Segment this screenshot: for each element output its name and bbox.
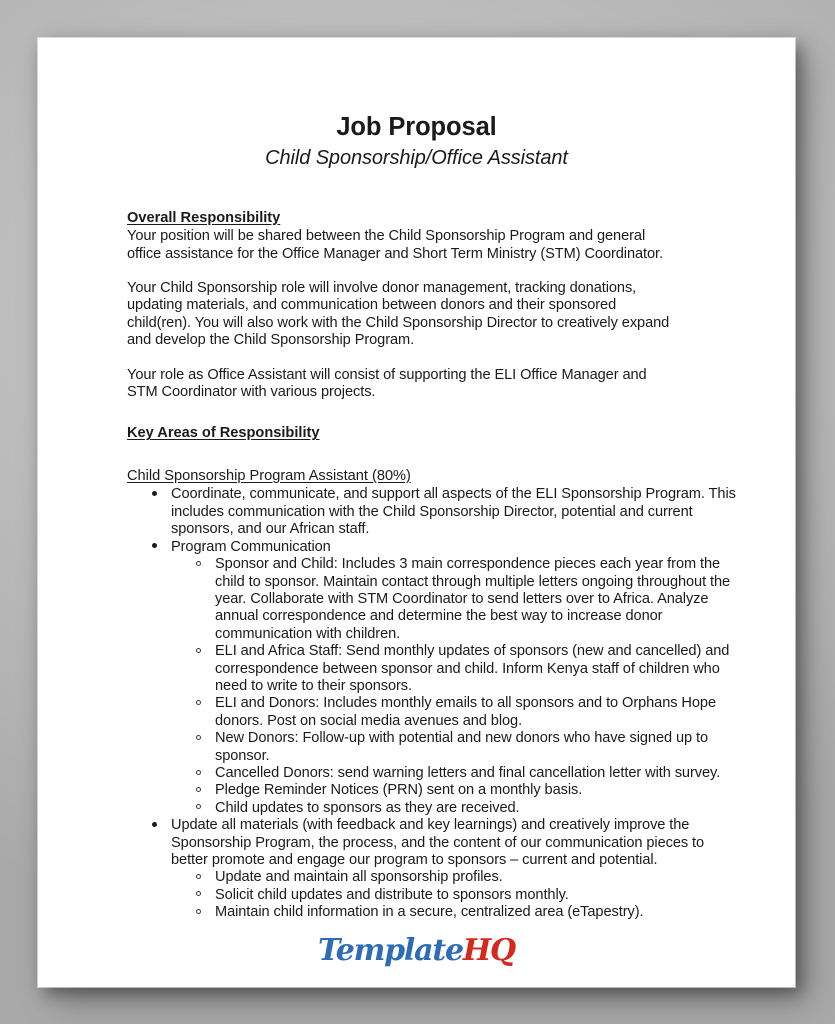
bullet-circle-icon	[196, 556, 201, 573]
templatehq-logo	[318, 933, 515, 968]
list-item-text: Cancelled Donors: send warning letters and final cancellation letter with survey.	[215, 764, 721, 781]
bullet-disc-icon	[152, 486, 157, 503]
paragraph-overall-3: Your role as Office Assistant will consist of supporting the ELI Office Manager and STM Coordinator with various projects.	[127, 366, 647, 400]
document-body	[38, 38, 795, 987]
bullet-disc-icon	[152, 539, 157, 556]
page-title: Job Proposal	[336, 113, 497, 141]
list-item-text: Sponsor and Child: Includes 3 main correspondence pieces each year from the child to sponsor. Maintain contact through multiple letters ongoing throughout the year. Collaborate with STM Coordinator to send letters over to Africa. Analyze annual correspondence and determine the best way to increase donor communication with children.	[215, 556, 731, 642]
spacer	[127, 401, 739, 418]
list-item	[127, 869, 739, 886]
list-item	[127, 643, 739, 695]
program-communication-sublist	[127, 556, 739, 817]
list-item	[127, 486, 736, 538]
list-item-text: Solicit child updates and distribute to sponsors monthly.	[215, 886, 569, 903]
bullet-circle-icon	[196, 782, 201, 799]
bullet-circle-icon	[196, 643, 201, 660]
list-item	[127, 695, 739, 730]
logo-text-hq: HQ	[462, 933, 515, 968]
title-block	[127, 113, 739, 170]
list-item-text: Child updates to sponsors as they are received.	[215, 799, 520, 816]
spacer	[127, 444, 739, 461]
list-item-text: Update all materials (with feedback and key learnings) and creatively improve the Sponsorship Program, the process, and the content of our communication pieces to better promote and engage our program to sponsors – current and potential.	[171, 817, 705, 868]
list-item	[127, 887, 739, 904]
spacer	[127, 170, 739, 192]
list-item-text: ELI and Africa Staff: Send monthly updates of sponsors (new and cancelled) and correspondence between sponsor and child. Inform Kenya staff of children who need to write to their sponsors.	[215, 643, 730, 694]
document-page	[38, 38, 795, 987]
spacer	[127, 350, 739, 367]
paragraph-overall-1: Your position will be shared between the Child Sponsorship Program and general office assistance for the Office Manager and Short Term Ministry (STM) Coordinator.	[127, 228, 663, 262]
list-item	[127, 817, 736, 869]
paragraph-overall-2: Your Child Sponsorship role will involve donor management, tracking donations, updating materials, and communication between donors and their sponsored child(ren). You will also work with the Child Sponsorship Director to creatively expand and develop the Child Sponsorship Program.	[127, 279, 670, 349]
bullet-circle-icon	[196, 869, 201, 886]
heading-overall-responsibility: Overall Responsibility	[127, 209, 281, 226]
list-item	[127, 539, 736, 556]
subheading-child-sponsorship-program-assistant: Child Sponsorship Program Assistant (80%)	[127, 467, 411, 484]
bullet-circle-icon	[196, 800, 201, 817]
logo-text-template: Template	[318, 933, 463, 968]
update-materials-sublist	[127, 869, 739, 921]
list-item-text: Update and maintain all sponsorship profiles.	[215, 869, 503, 886]
bullet-disc-icon	[152, 817, 157, 834]
list-item-text: Coordinate, communicate, and support all aspects of the ELI Sponsorship Program. This includes communication with the Child Sponsorship Director, potential and current sponsors, and our African staff.	[171, 486, 736, 538]
spacer	[127, 263, 739, 280]
bullet-circle-icon	[196, 887, 201, 904]
list-item-text: New Donors: Follow-up with potential and new donors who have signed up to sponsor.	[215, 730, 709, 764]
list-item	[127, 782, 739, 799]
key-areas-list	[127, 486, 739, 921]
bullet-circle-icon	[196, 695, 201, 712]
list-item	[127, 730, 739, 765]
list-item-text: ELI and Donors: Includes monthly emails to all sponsors and to Orphans Hope donors. Post on social media avenues and blog.	[215, 695, 717, 729]
list-item-text: Pledge Reminder Notices (PRN) sent on a monthly basis.	[215, 782, 583, 799]
list-item	[127, 904, 739, 921]
bullet-circle-icon	[196, 904, 201, 921]
list-item	[127, 800, 739, 817]
page-subtitle: Child Sponsorship/Office Assistant	[265, 146, 568, 169]
list-item	[127, 556, 739, 643]
heading-key-areas: Key Areas of Responsibility	[127, 425, 320, 442]
list-item-text: Program Communication	[171, 538, 331, 555]
list-item-text: Maintain child information in a secure, centralized area (eTapestry).	[215, 904, 644, 921]
spacer	[127, 192, 739, 209]
bullet-circle-icon	[196, 765, 201, 782]
footer-logo	[38, 933, 795, 968]
list-item	[127, 765, 739, 782]
bullet-circle-icon	[196, 730, 201, 747]
